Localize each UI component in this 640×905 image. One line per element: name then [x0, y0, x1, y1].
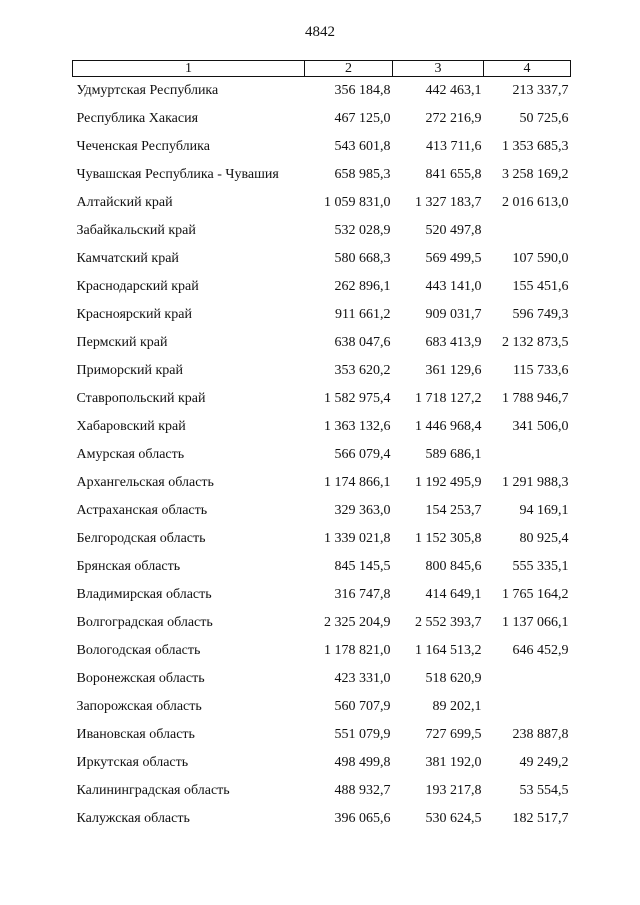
region-name-cell: Владимирская область [76, 587, 212, 602]
region-name-cell: Астраханская область [76, 503, 208, 518]
region-name-cell: Волгоградская область [76, 615, 213, 630]
value-cell-col2: 532 028,9 [334, 223, 391, 238]
value-cell-col4 [484, 441, 571, 469]
region-name-cell: Вологодская область [76, 643, 201, 658]
value-cell-col4: 1 788 946,7 [502, 391, 569, 406]
table-row [73, 273, 571, 301]
region-name-cell: Архангельская область [76, 475, 214, 490]
value-cell-col4: 1 765 164,2 [502, 587, 569, 602]
region-name-cell: Брянская область [76, 559, 181, 574]
value-cell-col4: 238 887,8 [512, 727, 569, 742]
table-row [73, 777, 571, 805]
value-cell-col2: 423 331,0 [334, 671, 391, 686]
table-row [73, 357, 571, 385]
value-cell-col3: 193 217,8 [425, 783, 482, 798]
table-row [73, 469, 571, 497]
value-cell-col4: 49 249,2 [519, 755, 569, 770]
budget-table [72, 60, 571, 833]
value-cell-col4: 646 452,9 [512, 643, 569, 658]
value-cell-col4: 115 733,6 [513, 363, 569, 378]
table-row [73, 749, 571, 777]
table-row [73, 665, 571, 693]
value-cell-col2: 543 601,8 [334, 139, 391, 154]
value-cell-col2: 329 363,0 [334, 503, 391, 518]
region-name-cell: Забайкальский край [76, 223, 196, 238]
value-cell-col4: 182 517,7 [512, 811, 569, 826]
value-cell-col3: 1 718 127,2 [415, 391, 482, 406]
region-name-cell: Пермский край [76, 335, 168, 350]
value-cell-col4 [484, 693, 571, 721]
value-cell-col2: 1 363 132,6 [324, 419, 391, 434]
value-cell-col2: 560 707,9 [334, 699, 391, 714]
value-cell-col3: 569 499,5 [425, 251, 482, 266]
value-cell-col4: 155 451,6 [512, 279, 569, 294]
value-cell-col2: 1 178 821,0 [324, 643, 391, 658]
page-number: 4842 [305, 24, 335, 40]
table-row [73, 413, 571, 441]
value-cell-col3: 1 327 183,7 [415, 195, 482, 210]
region-name-cell: Ивановская область [76, 727, 195, 742]
region-name-cell: Алтайский край [76, 195, 173, 210]
value-cell-col2: 262 896,1 [334, 279, 391, 294]
value-cell-col2: 1 339 021,8 [324, 531, 391, 546]
value-cell-col2: 566 079,4 [334, 447, 391, 462]
region-name-cell: Хабаровский край [76, 419, 186, 434]
value-cell-col2: 356 184,8 [334, 83, 391, 98]
value-cell-col2: 911 661,2 [335, 307, 391, 322]
value-cell-col4: 1 137 066,1 [502, 615, 569, 630]
value-cell-col2: 498 499,8 [334, 755, 391, 770]
table-row [73, 637, 571, 665]
table-body [73, 77, 571, 834]
value-cell-col3: 683 413,9 [425, 335, 482, 350]
value-cell-col3: 727 699,5 [425, 727, 482, 742]
region-name-cell: Запорожская область [76, 699, 202, 714]
table-row [73, 441, 571, 469]
table-row [73, 301, 571, 329]
value-cell-col3: 381 192,0 [425, 755, 482, 770]
table-row [73, 245, 571, 273]
value-cell-col4 [484, 665, 571, 693]
value-cell-col2: 488 932,7 [334, 783, 391, 798]
value-cell-col4: 555 335,1 [512, 559, 569, 574]
value-cell-col2: 551 079,9 [334, 727, 391, 742]
table-header [73, 61, 571, 77]
column-header-3: 3 [393, 61, 484, 77]
region-name-cell: Республика Хакасия [76, 111, 199, 126]
region-name-cell: Камчатский край [76, 251, 179, 266]
value-cell-col2: 658 985,3 [334, 167, 391, 182]
table-row [73, 609, 571, 637]
region-name-cell: Амурская область [76, 447, 185, 462]
value-cell-col2: 353 620,2 [334, 363, 391, 378]
value-cell-col3: 1 164 513,2 [415, 643, 482, 658]
value-cell-col2: 1 582 975,4 [324, 391, 391, 406]
value-cell-col3: 272 216,9 [425, 111, 482, 126]
table-row [73, 105, 571, 133]
column-header-1: 1 [73, 61, 305, 77]
value-cell-col3: 589 686,1 [425, 447, 482, 462]
column-header-2: 2 [305, 61, 393, 77]
value-cell-col4: 3 258 169,2 [502, 167, 569, 182]
table-row [73, 581, 571, 609]
table-row [73, 497, 571, 525]
value-cell-col3: 413 711,6 [426, 139, 482, 154]
region-name-cell: Приморский край [76, 363, 183, 378]
value-cell-col4: 53 554,5 [519, 783, 569, 798]
table-row [73, 553, 571, 581]
value-cell-col3: 520 497,8 [425, 223, 482, 238]
value-cell-col2: 638 047,6 [334, 335, 391, 350]
table-row [73, 161, 571, 189]
value-cell-col4: 2 016 613,0 [502, 195, 569, 210]
value-cell-col4: 596 749,3 [512, 307, 569, 322]
region-name-cell: Чеченская Республика [76, 139, 210, 154]
value-cell-col2: 396 065,6 [334, 811, 391, 826]
value-cell-col4 [484, 217, 571, 245]
table-row [73, 525, 571, 553]
region-name-cell: Белгородская область [76, 531, 206, 546]
header-row [73, 61, 571, 77]
value-cell-col3: 1 192 495,9 [415, 475, 482, 490]
value-cell-col3: 443 141,0 [425, 279, 482, 294]
region-name-cell: Калужская область [76, 811, 190, 826]
value-cell-col2: 1 174 866,1 [324, 475, 391, 490]
value-cell-col2: 467 125,0 [334, 111, 391, 126]
value-cell-col4: 341 506,0 [512, 419, 569, 434]
value-cell-col3: 1 446 968,4 [415, 419, 482, 434]
table-row [73, 217, 571, 245]
table-row [73, 721, 571, 749]
region-name-cell: Иркутская область [76, 755, 189, 770]
region-name-cell: Удмуртская Республика [76, 83, 219, 98]
table-row [73, 693, 571, 721]
value-cell-col3: 909 031,7 [425, 307, 482, 322]
table-row [73, 133, 571, 161]
value-cell-col3: 89 202,1 [432, 699, 482, 714]
region-name-cell: Краснодарский край [76, 279, 199, 294]
value-cell-col3: 1 152 305,8 [415, 531, 482, 546]
value-cell-col3: 414 649,1 [425, 587, 482, 602]
value-cell-col2: 845 145,5 [334, 559, 391, 574]
value-cell-col4: 107 590,0 [512, 251, 569, 266]
value-cell-col3: 800 845,6 [425, 559, 482, 574]
column-header-4: 4 [484, 61, 571, 77]
value-cell-col4: 2 132 873,5 [502, 335, 569, 350]
region-name-cell: Красноярский край [76, 307, 192, 322]
region-name-cell: Чувашская Республика - Чувашия [76, 167, 279, 182]
region-name-cell: Калининградская область [76, 783, 230, 798]
value-cell-col3: 361 129,6 [425, 363, 482, 378]
value-cell-col4: 50 725,6 [519, 111, 569, 126]
value-cell-col4: 213 337,7 [512, 83, 569, 98]
value-cell-col4: 94 169,1 [519, 503, 569, 518]
table-row [73, 385, 571, 413]
table-row [73, 77, 571, 106]
value-cell-col4: 80 925,4 [519, 531, 569, 546]
value-cell-col2: 316 747,8 [334, 587, 391, 602]
table-row [73, 189, 571, 217]
value-cell-col4: 1 291 988,3 [502, 475, 569, 490]
table-row [73, 805, 571, 833]
value-cell-col4: 1 353 685,3 [502, 139, 569, 154]
value-cell-col3: 518 620,9 [425, 671, 482, 686]
value-cell-col3: 2 552 393,7 [415, 615, 482, 630]
region-name-cell: Ставропольский край [76, 391, 206, 406]
value-cell-col2: 580 668,3 [334, 251, 391, 266]
value-cell-col3: 841 655,8 [425, 167, 482, 182]
region-name-cell: Воронежская область [76, 671, 205, 686]
value-cell-col3: 530 624,5 [425, 811, 482, 826]
value-cell-col3: 442 463,1 [425, 83, 482, 98]
table-row [73, 329, 571, 357]
value-cell-col2: 1 059 831,0 [324, 195, 391, 210]
value-cell-col3: 154 253,7 [425, 503, 482, 518]
value-cell-col2: 2 325 204,9 [324, 615, 391, 630]
